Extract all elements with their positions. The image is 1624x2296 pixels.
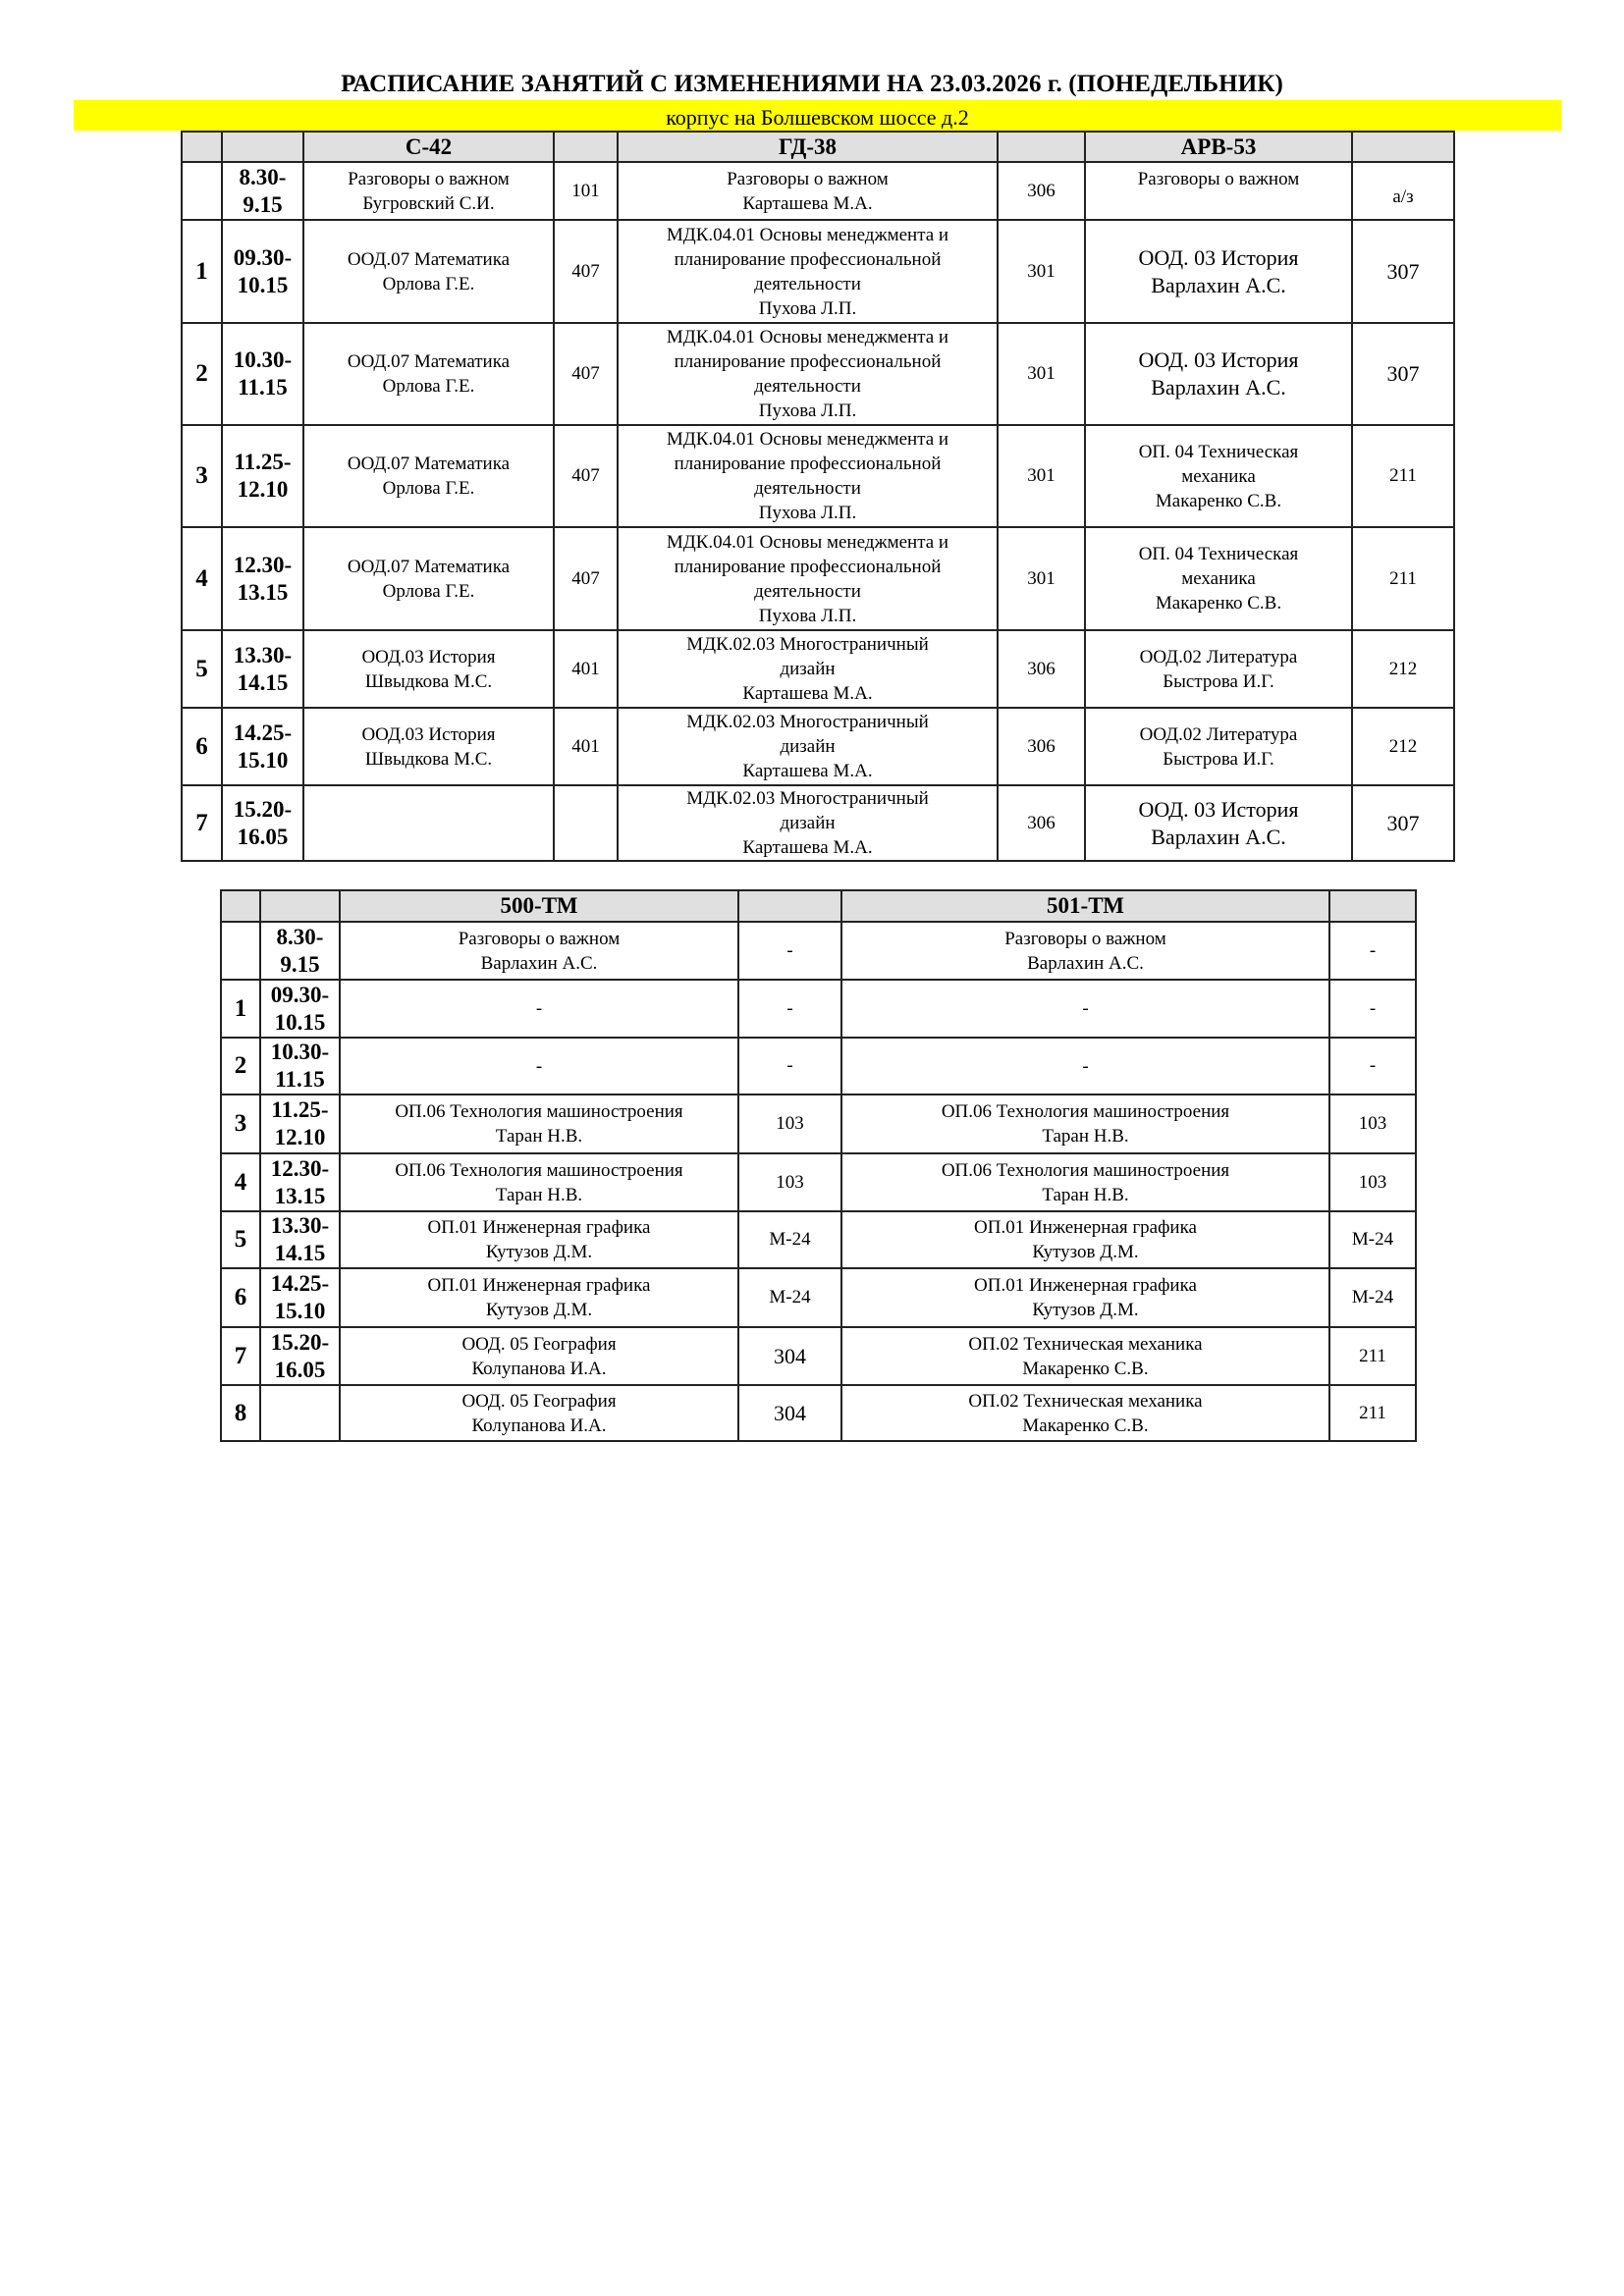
subject-cell xyxy=(841,1327,1329,1385)
text-line: Таран Н.В. xyxy=(1042,1126,1129,1147)
subject-cell xyxy=(340,1153,738,1211)
schedule-table-1 xyxy=(181,131,1455,862)
text-line: 15.20- xyxy=(233,796,293,822)
table-row xyxy=(221,1268,1416,1327)
subject-cell xyxy=(303,785,554,861)
text-line: Быстрова И.Г. xyxy=(1163,670,1274,692)
room-cell: 407 xyxy=(554,220,618,323)
text-line: планирование профессиональной xyxy=(674,351,942,372)
subject-cell xyxy=(303,527,554,630)
room-cell: 307 xyxy=(1352,323,1454,425)
room-cell: - xyxy=(738,980,841,1038)
subject-cell xyxy=(303,162,554,220)
subject-cell xyxy=(841,922,1329,980)
text-line: 8.30- xyxy=(239,164,287,189)
subject-cell xyxy=(618,527,998,630)
subject-cell xyxy=(841,980,1329,1038)
text-line: Пухова Л.П. xyxy=(758,400,857,421)
lesson-time xyxy=(260,980,340,1038)
room-cell: 306 xyxy=(998,708,1085,785)
text-line: ОП.06 Технология машиностроения xyxy=(395,1101,683,1122)
lesson-number: 2 xyxy=(221,1038,260,1095)
lesson-number: 4 xyxy=(221,1153,260,1211)
lesson-time xyxy=(222,162,303,220)
room-cell: 103 xyxy=(1329,1095,1416,1153)
text-line: ОП.01 Инженерная графика xyxy=(974,1217,1197,1238)
text-line: - xyxy=(1082,1055,1089,1077)
table-header-row xyxy=(182,132,1454,162)
text-line: ОП.01 Инженерная графика xyxy=(974,1275,1197,1296)
room-cell: 401 xyxy=(554,708,618,785)
lesson-number: 3 xyxy=(182,425,222,527)
text-line: деятельности xyxy=(754,580,861,602)
lesson-number: 5 xyxy=(221,1211,260,1268)
schedule-table-2 xyxy=(220,889,1417,1442)
text-line: 10.15 xyxy=(274,1009,326,1035)
room-cell: 212 xyxy=(1352,708,1454,785)
text-line: 14.25- xyxy=(270,1271,330,1296)
lesson-number: 2 xyxy=(182,323,222,425)
subject-cell xyxy=(303,708,554,785)
text-line: 15.10 xyxy=(274,1299,326,1323)
subject-cell xyxy=(1085,162,1352,220)
text-line: Макаренко С.В. xyxy=(1022,1415,1149,1436)
subject-cell xyxy=(618,785,998,861)
text-line: дизайн xyxy=(780,736,836,757)
lesson-time xyxy=(260,1095,340,1153)
text-line: Карташева М.А. xyxy=(742,192,873,214)
text-line: 11.25- xyxy=(271,1097,329,1122)
text-line: - xyxy=(535,998,543,1019)
lesson-number: 7 xyxy=(182,785,222,861)
subject-cell xyxy=(303,323,554,425)
text-line: 14.25- xyxy=(233,720,293,745)
text-line: Пухова Л.П. xyxy=(758,605,857,626)
room-cell: 306 xyxy=(998,630,1085,708)
subject-cell xyxy=(841,1038,1329,1095)
text-line: 16.05 xyxy=(237,824,289,849)
subject-cell xyxy=(340,1268,738,1327)
table-row xyxy=(221,1327,1416,1385)
text-line: 16.05 xyxy=(274,1357,326,1382)
room-cell: 304 xyxy=(738,1327,841,1385)
text-line: Разговоры о важном xyxy=(1137,169,1300,189)
subject-cell xyxy=(340,922,738,980)
text-line: 8.30- xyxy=(276,924,324,949)
text-line: ООД.07 Математика xyxy=(347,454,511,474)
table-row xyxy=(221,1153,1416,1211)
text-line: Варлахин А.С. xyxy=(1151,375,1286,400)
text-line: Разговоры о важном xyxy=(458,928,621,949)
table-row xyxy=(221,922,1416,980)
text-line: 11.15 xyxy=(275,1067,325,1092)
subject-cell xyxy=(1085,323,1352,425)
header-num-cell xyxy=(221,890,260,922)
text-line: Варлахин А.С. xyxy=(1151,824,1286,849)
text-line: Разговоры о важном xyxy=(727,168,889,189)
lesson-number: 7 xyxy=(221,1327,260,1385)
text-line: Кутузов Д.М. xyxy=(1032,1300,1139,1320)
room-cell: 211 xyxy=(1329,1385,1416,1441)
subject-cell xyxy=(303,425,554,527)
room-cell: 304 xyxy=(738,1385,841,1441)
text-line: 14.15 xyxy=(237,669,289,695)
room-cell xyxy=(554,785,618,861)
text-line: 13.30- xyxy=(233,642,293,667)
text-line: Таран Н.В. xyxy=(495,1126,583,1147)
text-line: Разговоры о важном xyxy=(348,168,510,189)
subject-cell xyxy=(618,708,998,785)
lesson-number: 1 xyxy=(221,980,260,1038)
text-line: ОП.01 Инженерная графика xyxy=(427,1217,651,1238)
text-line: МДК.02.03 Многостраничный xyxy=(686,788,929,809)
subject-cell xyxy=(618,220,998,323)
subject-cell xyxy=(618,630,998,708)
lesson-time xyxy=(260,1327,340,1385)
text-line: 13.15 xyxy=(274,1183,326,1208)
lesson-number xyxy=(221,922,260,980)
text-line: Колупанова И.А. xyxy=(471,1415,607,1436)
text-line: МДК.02.03 Многостраничный xyxy=(686,634,929,655)
text-line: ОП.06 Технология машиностроения xyxy=(395,1159,683,1181)
table-header-row xyxy=(221,890,1416,922)
text-line: 10.15 xyxy=(237,272,289,297)
text-line: планирование профессиональной xyxy=(674,248,942,270)
text-line: 12.30- xyxy=(233,552,293,577)
table-row xyxy=(182,323,1454,425)
text-line: Бугровский С.И. xyxy=(362,192,495,214)
text-line: Кутузов Д.М. xyxy=(485,1242,593,1262)
room-cell: 301 xyxy=(998,527,1085,630)
header-room-cell xyxy=(1352,132,1454,162)
text-line: Швыдкова М.С. xyxy=(364,670,493,692)
lesson-time xyxy=(222,220,303,323)
subject-cell xyxy=(340,1038,738,1095)
text-line: 14.15 xyxy=(274,1241,326,1265)
room-cell: 301 xyxy=(998,425,1085,527)
text-line: 10.30- xyxy=(233,347,293,372)
room-cell: 407 xyxy=(554,527,618,630)
header-room-cell xyxy=(998,132,1085,162)
text-line: ООД. 05 География xyxy=(461,1333,617,1355)
subject-cell xyxy=(1085,708,1352,785)
subject-cell xyxy=(1085,630,1352,708)
text-line: МДК.04.01 Основы менеджмента и xyxy=(666,531,949,553)
subject-cell xyxy=(340,1327,738,1385)
text-line: ООД.07 Математика xyxy=(347,556,511,577)
group-header: ГД-38 xyxy=(618,132,998,162)
text-line: ООД. 03 История xyxy=(1138,796,1299,822)
room-cell: 306 xyxy=(998,162,1085,220)
text-line: ООД. 05 География xyxy=(461,1390,617,1412)
table-row xyxy=(221,1095,1416,1153)
text-line: планирование профессиональной xyxy=(674,454,942,474)
lesson-time xyxy=(260,1268,340,1327)
room-cell: - xyxy=(738,1038,841,1095)
text-line: Карташева М.А. xyxy=(742,761,873,781)
lesson-time xyxy=(222,527,303,630)
lesson-time xyxy=(260,1211,340,1268)
lesson-time xyxy=(260,1038,340,1095)
lesson-time xyxy=(222,785,303,861)
header-time-cell xyxy=(222,132,303,162)
text-line: планирование профессиональной xyxy=(674,556,942,577)
room-cell: 301 xyxy=(998,323,1085,425)
room-cell: а/з xyxy=(1352,162,1454,220)
subject-cell xyxy=(1085,220,1352,323)
text-line: Пухова Л.П. xyxy=(758,503,857,523)
text-line: 11.25- xyxy=(234,450,292,474)
text-line: ОП.06 Технология машиностроения xyxy=(941,1101,1230,1122)
text-line: Карташева М.А. xyxy=(742,683,873,704)
text-line: - xyxy=(535,1055,543,1077)
text-line: деятельности xyxy=(754,478,861,499)
subject-cell xyxy=(841,1153,1329,1211)
room-cell: 211 xyxy=(1329,1327,1416,1385)
text-line: Макаренко С.В. xyxy=(1155,593,1282,614)
room-cell: 401 xyxy=(554,630,618,708)
lesson-number: 3 xyxy=(221,1095,260,1153)
text-line: ООД.07 Математика xyxy=(347,248,511,270)
text-line: ООД.02 Литература xyxy=(1139,723,1298,745)
text-line: Варлахин А.С. xyxy=(1151,272,1286,297)
text-line: 9.15 xyxy=(243,191,283,217)
room-cell: М-24 xyxy=(738,1211,841,1268)
building-banner: корпус на Болшевском шоссе д.2 xyxy=(74,100,1561,131)
text-line: ОП.02 Техническая механика xyxy=(968,1333,1203,1355)
header-num-cell xyxy=(182,132,222,162)
lesson-number xyxy=(182,162,222,220)
text-line: 10.30- xyxy=(270,1040,330,1064)
group-header: 500-ТМ xyxy=(340,890,738,922)
text-line: ОП.01 Инженерная графика xyxy=(427,1275,651,1296)
room-cell: 212 xyxy=(1352,630,1454,708)
text-line: Орлова Г.Е. xyxy=(382,478,475,499)
table-row xyxy=(221,1385,1416,1441)
subject-cell xyxy=(303,220,554,323)
text-line: ООД.07 Математика xyxy=(347,351,511,372)
text-line: ОП.02 Техническая механика xyxy=(968,1390,1203,1412)
text-line: МДК.02.03 Многостраничный xyxy=(686,712,929,732)
text-line: ООД.03 История xyxy=(361,723,496,745)
room-cell: 103 xyxy=(738,1095,841,1153)
subject-cell xyxy=(618,425,998,527)
room-cell: 211 xyxy=(1352,425,1454,527)
lesson-time xyxy=(260,1153,340,1211)
text-line: ООД. 03 История xyxy=(1138,347,1299,372)
header-room-cell xyxy=(1329,890,1416,922)
header-room-cell xyxy=(554,132,618,162)
lesson-time xyxy=(260,922,340,980)
subject-cell xyxy=(340,1211,738,1268)
room-cell: 103 xyxy=(1329,1153,1416,1211)
room-cell: 307 xyxy=(1352,220,1454,323)
text-line: МДК.04.01 Основы менеджмента и xyxy=(666,224,949,245)
subject-cell xyxy=(340,1095,738,1153)
room-cell: 307 xyxy=(1352,785,1454,861)
subject-cell xyxy=(1085,425,1352,527)
text-line: 11.15 xyxy=(238,375,288,400)
table-row xyxy=(182,220,1454,323)
text-line: 12.10 xyxy=(237,477,289,502)
lesson-number: 1 xyxy=(182,220,222,323)
subject-cell xyxy=(841,1268,1329,1327)
lesson-time xyxy=(222,708,303,785)
lesson-number: 8 xyxy=(221,1385,260,1441)
subject-cell xyxy=(340,980,738,1038)
header-time-cell xyxy=(260,890,340,922)
text-line: ОП. 04 Техническая xyxy=(1138,544,1299,564)
room-cell: - xyxy=(1329,922,1416,980)
lesson-time xyxy=(222,323,303,425)
text-line: Орлова Г.Е. xyxy=(382,580,475,602)
table-row xyxy=(182,630,1454,708)
room-cell: 301 xyxy=(998,220,1085,323)
subject-cell xyxy=(340,1385,738,1441)
room-cell: М-24 xyxy=(1329,1211,1416,1268)
table-row xyxy=(182,708,1454,785)
text-line: Швыдкова М.С. xyxy=(364,748,493,770)
group-header: АРВ-53 xyxy=(1085,132,1352,162)
text-line: 15.20- xyxy=(270,1329,330,1355)
room-cell: 306 xyxy=(998,785,1085,861)
text-line: Таран Н.В. xyxy=(1042,1184,1129,1205)
text-line: Орлова Г.Е. xyxy=(382,376,475,397)
subject-cell xyxy=(1085,527,1352,630)
text-line: дизайн xyxy=(780,813,836,833)
page-title: РАСПИСАНИЕ ЗАНЯТИЙ С ИЗМЕНЕНИЯМИ НА 23.03.2026 г. (ПОНЕДЕЛЬНИК) xyxy=(341,71,1283,97)
room-cell: 407 xyxy=(554,323,618,425)
lesson-number: 6 xyxy=(221,1268,260,1327)
text-line: дизайн xyxy=(780,659,836,679)
text-line: МДК.04.01 Основы менеджмента и xyxy=(666,429,949,450)
lesson-time xyxy=(260,1385,340,1441)
lesson-number: 5 xyxy=(182,630,222,708)
text-line: ООД. 03 История xyxy=(1138,244,1299,270)
text-line: ОП. 04 Техническая xyxy=(1138,441,1299,462)
text-line: Кутузов Д.М. xyxy=(485,1300,593,1320)
text-line: ОП.06 Технология машиностроения xyxy=(941,1159,1230,1181)
text-line: Карташева М.А. xyxy=(742,837,873,858)
table-row xyxy=(182,425,1454,527)
table-row xyxy=(221,980,1416,1038)
room-cell: М-24 xyxy=(738,1268,841,1327)
table-row xyxy=(182,527,1454,630)
room-cell: 103 xyxy=(738,1153,841,1211)
text-line: 15.10 xyxy=(237,747,289,773)
table-row xyxy=(221,1038,1416,1095)
text-line: 12.10 xyxy=(274,1125,326,1149)
text-line: Варлахин А.С. xyxy=(480,952,598,974)
room-cell: 211 xyxy=(1352,527,1454,630)
text-line: Колупанова И.А. xyxy=(471,1358,607,1379)
text-line: механика xyxy=(1181,465,1256,487)
text-line: 12.30- xyxy=(270,1155,330,1181)
text-line: механика xyxy=(1181,568,1256,589)
text-line: деятельности xyxy=(754,273,861,294)
room-cell: - xyxy=(738,922,841,980)
subject-cell xyxy=(841,1211,1329,1268)
text-line: деятельности xyxy=(754,376,861,397)
group-header: 501-ТМ xyxy=(841,890,1329,922)
room-cell: - xyxy=(1329,1038,1416,1095)
text-line: Макаренко С.В. xyxy=(1155,490,1282,511)
text-line: Разговоры о важном xyxy=(1004,928,1166,949)
room-cell: 407 xyxy=(554,425,618,527)
room-cell: 101 xyxy=(554,162,618,220)
text-line: Пухова Л.П. xyxy=(758,297,857,319)
text-line: ООД.02 Литература xyxy=(1139,646,1298,667)
subject-cell xyxy=(618,323,998,425)
subject-cell xyxy=(841,1095,1329,1153)
lesson-number: 4 xyxy=(182,527,222,630)
subject-cell xyxy=(618,162,998,220)
text-line: Таран Н.В. xyxy=(495,1184,583,1205)
room-cell: М-24 xyxy=(1329,1268,1416,1327)
text-line: Макаренко С.В. xyxy=(1022,1358,1149,1379)
text-line: ООД.03 История xyxy=(361,646,496,667)
text-line: Кутузов Д.М. xyxy=(1032,1242,1139,1262)
subject-cell xyxy=(303,630,554,708)
subject-cell xyxy=(841,1385,1329,1441)
text-line: 13.15 xyxy=(237,579,289,605)
subject-cell xyxy=(1085,785,1352,861)
lesson-time xyxy=(222,630,303,708)
text-line: МДК.04.01 Основы менеджмента и xyxy=(666,327,949,347)
text-line: Быстрова И.Г. xyxy=(1163,748,1274,770)
text-line: 13.30- xyxy=(270,1213,330,1238)
table-row xyxy=(182,785,1454,861)
table-row xyxy=(182,162,1454,220)
lesson-number: 6 xyxy=(182,708,222,785)
group-header: С-42 xyxy=(303,132,554,162)
text-line: 09.30- xyxy=(233,244,293,270)
text-line: 9.15 xyxy=(280,951,320,977)
lesson-time xyxy=(222,425,303,527)
text-line: Варлахин А.С. xyxy=(1027,952,1144,974)
table-row xyxy=(221,1211,1416,1268)
room-cell: - xyxy=(1329,980,1416,1038)
text-line: 09.30- xyxy=(270,982,330,1007)
header-room-cell xyxy=(738,890,841,922)
text-line: Орлова Г.Е. xyxy=(382,273,475,294)
text-line: - xyxy=(1082,998,1089,1019)
